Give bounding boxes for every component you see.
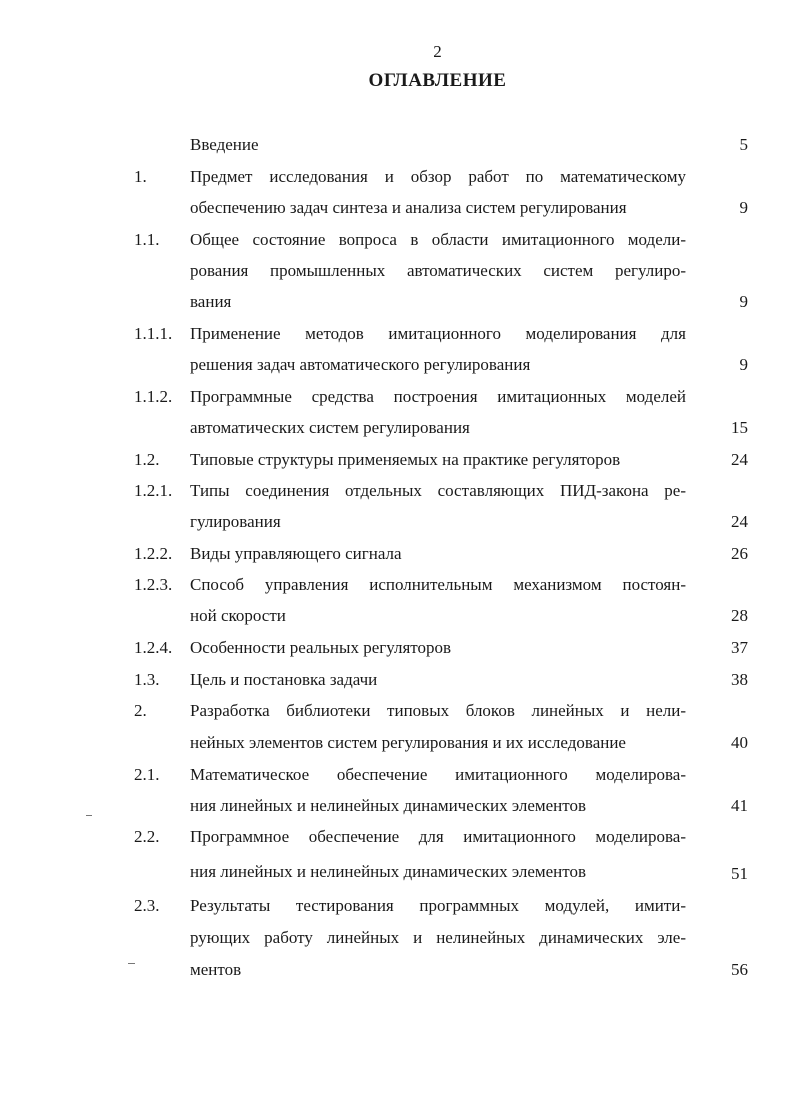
toc-entry-text: Программные средства построения имитационных моделей [190,387,686,406]
toc-entry-text: Общее состояние вопроса в области имитационного модели- [190,230,686,249]
page-title: ОГЛАВЛЕНИЕ [368,70,507,91]
toc-entry-text: Цель и постановка задачи [190,670,378,689]
toc-entry-number: 1.3. [134,670,160,689]
toc-entry-number: 2.3. [134,896,160,915]
toc-entry-page: 51 [731,864,748,883]
toc-entry-page: 56 [731,960,748,979]
toc-entry-text: ментов [190,960,242,979]
toc-entry-page: 9 [739,292,748,311]
toc-entry-text: ния линейных и нелинейных динамических элементов [190,862,587,881]
toc-entry-number: 2.1. [134,765,160,784]
toc-entry-page: 26 [731,544,748,563]
toc-entry-text: Особенности реальных регуляторов [190,638,451,657]
scan-mark [86,815,92,816]
toc-entry-page: 41 [731,796,748,815]
toc-entry-page: 9 [739,198,748,217]
toc-entry-text: ной скорости [190,606,286,625]
toc-entry-page: 9 [739,355,748,374]
toc-entry-page: 15 [731,418,748,437]
toc-entry-page: 38 [731,670,748,689]
toc-entry-text: нейных элементов систем регулирования и их исследование [190,733,626,752]
toc-entry-text: Математическое обеспечение имитационного моделирова- [190,765,686,784]
toc-entry-text: гулирования [190,512,281,531]
toc-entry-text: рования промышленных автоматических систем регулиро- [190,261,686,280]
toc-entry-page: 24 [731,512,748,531]
toc-entry-text: Типы соединения отдельных составляющих ПИД-закона ре- [190,481,686,500]
toc-entry-number: 1.2.1. [134,481,173,500]
toc-entry-number: 1. [134,167,147,186]
toc-entry-text: автоматических систем регулирования [190,418,470,437]
toc-entry-page: 5 [739,135,748,154]
toc-entry-text: Виды управляющего сигнала [190,544,402,563]
toc-entry-number: 2.2. [134,827,160,846]
toc-entry-text: Применение методов имитационного моделирования для [190,324,686,343]
toc-entry-text: обеспечению задач синтеза и анализа систем регулирования [190,198,627,217]
toc-entry-text: решения задач автоматического регулирования [190,355,531,374]
toc-entry-number: 1.2.3. [134,575,173,594]
toc-entry-text: Предмет исследования и обзор работ по математическому [190,167,686,186]
scan-mark [128,963,135,964]
toc-entry-number: 1.2.2. [134,544,173,563]
toc-entry-text: Программное обеспечение для имитационного моделирова- [190,827,686,846]
toc-entry-page: 28 [731,606,748,625]
toc-entry-text: Результаты тестирования программных модулей, имити- [190,896,686,915]
toc-entry-text: вания [190,292,232,311]
toc-entry-text: Способ управления исполнительным механизмом постоян- [190,575,686,594]
toc-entry-number: 1.1.1. [134,324,173,343]
page-number: 2 [433,42,442,61]
toc-entry-number: 1.2.4. [134,638,173,657]
toc-entry-number: 1.1. [134,230,160,249]
toc-entry-text: Типовые структуры применяемых на практике регуляторов [190,450,621,469]
toc-entry-page: 40 [731,733,748,752]
toc-entry-number: 2. [134,701,147,720]
toc-entry-number: 1.1.2. [134,387,173,406]
toc-entry-page: 24 [731,450,748,469]
toc-entry-page: 37 [731,638,748,657]
toc-entry-text: Введение [190,135,259,154]
toc-entry-text: рующих работу линейных и нелинейных динамических эле- [190,928,686,947]
toc-entry-text: Разработка библиотеки типовых блоков линейных и нели- [190,701,686,720]
toc-entry-text: ния линейных и нелинейных динамических элементов [190,796,587,815]
toc-entry-number: 1.2. [134,450,160,469]
